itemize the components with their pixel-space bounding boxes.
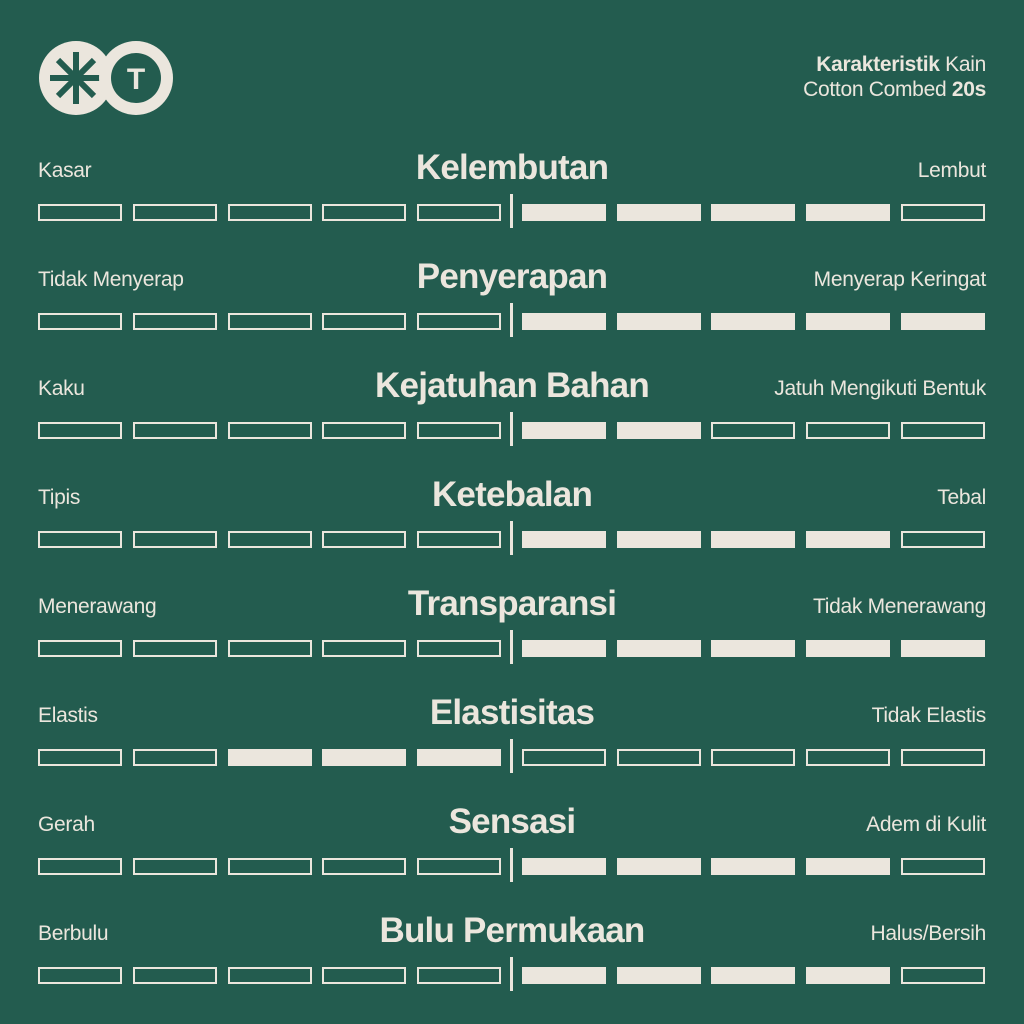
scale-row <box>38 802 986 902</box>
scale-segment-filled <box>901 640 985 657</box>
scale-segment-filled <box>711 313 795 330</box>
scale-center-divider <box>510 630 513 664</box>
scale-segment-empty <box>133 204 217 221</box>
scale-segment-filled <box>617 858 701 875</box>
scale-segment-filled <box>806 858 890 875</box>
scale-segment-filled <box>522 531 606 548</box>
scale-title: Sensasi <box>448 802 576 841</box>
scale-segment-empty <box>38 749 122 766</box>
scale-row <box>38 257 986 357</box>
scale-title: Elastisitas <box>429 693 595 732</box>
scale-center-divider <box>510 303 513 337</box>
scale-segment-empty <box>901 749 985 766</box>
scale-segment-empty <box>133 749 217 766</box>
scale-left-label: Tidak Menyerap <box>38 268 184 291</box>
scale-segment-filled <box>806 313 890 330</box>
scale-segment-filled <box>617 967 701 984</box>
scale-bar-track <box>38 412 986 446</box>
header-subtitle-regular: Cotton Combed <box>803 78 952 101</box>
scale-segment-filled <box>901 313 985 330</box>
scale-right-label: Lembut <box>917 159 986 182</box>
scale-segment-empty <box>901 531 985 548</box>
scale-segment-filled <box>711 204 795 221</box>
scale-segment-empty <box>38 422 122 439</box>
scale-segment-empty <box>417 204 501 221</box>
scale-segment-empty <box>133 858 217 875</box>
scale-segment-empty <box>38 640 122 657</box>
scale-bar-track <box>38 957 986 991</box>
scale-segment-empty <box>322 640 406 657</box>
scale-row <box>38 693 986 793</box>
scale-bar-track <box>38 848 986 882</box>
scale-segment-filled <box>322 749 406 766</box>
scale-segment-filled <box>806 640 890 657</box>
scale-segment-empty <box>806 422 890 439</box>
scale-segment-empty <box>322 858 406 875</box>
scale-segment-filled <box>522 422 606 439</box>
scale-title: Transparansi <box>407 584 617 623</box>
header-subtitle-bold: 20s <box>951 78 986 101</box>
scale-segment-empty <box>322 422 406 439</box>
scale-right-label: Halus/Bersih <box>870 922 986 945</box>
scale-segment-empty <box>228 858 312 875</box>
scale-segment-empty <box>322 204 406 221</box>
scale-center-divider <box>510 957 513 991</box>
scale-right-label: Tidak Elastis <box>871 704 986 727</box>
scale-segment-empty <box>522 749 606 766</box>
scale-segment-filled <box>228 749 312 766</box>
scale-title: Ketebalan <box>431 475 593 514</box>
scale-row <box>38 584 986 684</box>
logo-letter: T <box>126 63 146 96</box>
scale-segment-empty <box>806 749 890 766</box>
brand-logo <box>38 40 174 116</box>
scale-segment-filled <box>617 422 701 439</box>
scale-segment-empty <box>417 858 501 875</box>
scale-row <box>38 911 986 1011</box>
scale-left-label: Berbulu <box>38 922 109 945</box>
scale-segment-empty <box>228 422 312 439</box>
scale-segment-empty <box>228 531 312 548</box>
scale-segment-filled <box>617 204 701 221</box>
scale-bar-track <box>38 521 986 555</box>
scale-segment-empty <box>711 749 795 766</box>
scale-segment-filled <box>522 640 606 657</box>
scale-segment-filled <box>417 749 501 766</box>
scale-right-label: Adem di Kulit <box>866 813 986 836</box>
header-title <box>803 52 986 102</box>
scale-center-divider <box>510 848 513 882</box>
scale-segment-filled <box>806 967 890 984</box>
scale-segment-empty <box>133 531 217 548</box>
header-title-regular: Kain <box>939 53 986 76</box>
scale-segment-empty <box>711 422 795 439</box>
scale-segment-empty <box>38 531 122 548</box>
scale-row <box>38 148 986 248</box>
scale-segment-filled <box>522 967 606 984</box>
scale-segment-filled <box>522 204 606 221</box>
scale-segment-empty <box>133 313 217 330</box>
scale-title: Kelembutan <box>415 148 609 187</box>
scale-center-divider <box>510 194 513 228</box>
scale-right-label: Tebal <box>937 486 986 509</box>
scale-segment-empty <box>417 967 501 984</box>
scale-right-label: Tidak Menerawang <box>812 595 986 618</box>
scale-center-divider <box>510 521 513 555</box>
scale-title: Bulu Permukaan <box>379 911 645 950</box>
scale-right-label: Jatuh Mengikuti Bentuk <box>774 377 986 400</box>
scale-left-label: Gerah <box>38 813 95 836</box>
scale-segment-empty <box>38 313 122 330</box>
scale-left-label: Elastis <box>38 704 98 727</box>
scale-segment-filled <box>522 858 606 875</box>
scale-row <box>38 475 986 575</box>
scale-segment-empty <box>38 967 122 984</box>
scale-segment-empty <box>133 640 217 657</box>
scale-bar-track <box>38 303 986 337</box>
scale-segment-empty <box>417 422 501 439</box>
scale-segment-empty <box>228 204 312 221</box>
scale-bar-track <box>38 739 986 773</box>
header-title-bold: Karakteristik <box>816 53 940 76</box>
scale-right-label: Menyerap Keringat <box>813 268 986 291</box>
scale-segment-empty <box>417 531 501 548</box>
scale-center-divider <box>510 412 513 446</box>
scale-segment-empty <box>133 422 217 439</box>
scale-title: Penyerapan <box>416 257 608 296</box>
scale-segment-empty <box>228 967 312 984</box>
scale-segment-empty <box>417 640 501 657</box>
scale-segment-empty <box>38 858 122 875</box>
scale-bar-track <box>38 630 986 664</box>
scale-segment-filled <box>617 313 701 330</box>
scale-segment-empty <box>901 858 985 875</box>
scale-segment-empty <box>901 422 985 439</box>
scale-segment-filled <box>711 640 795 657</box>
scale-segment-empty <box>38 204 122 221</box>
scale-left-label: Menerawang <box>38 595 157 618</box>
scale-bar-track <box>38 194 986 228</box>
scale-left-label: Kaku <box>38 377 85 400</box>
scale-segment-filled <box>522 313 606 330</box>
scale-left-label: Tipis <box>38 486 81 509</box>
scale-segment-empty <box>417 313 501 330</box>
scale-title: Kejatuhan Bahan <box>375 366 649 405</box>
scale-segment-filled <box>711 858 795 875</box>
scale-segment-filled <box>806 204 890 221</box>
scale-segment-empty <box>322 967 406 984</box>
scale-segment-empty <box>322 531 406 548</box>
scale-segment-empty <box>133 967 217 984</box>
scale-segment-filled <box>617 531 701 548</box>
scale-segment-empty <box>617 749 701 766</box>
scale-row <box>38 366 986 466</box>
scale-segment-filled <box>617 640 701 657</box>
scale-segment-filled <box>711 531 795 548</box>
scale-segment-empty <box>901 967 985 984</box>
scale-segment-empty <box>322 313 406 330</box>
scale-segment-empty <box>228 313 312 330</box>
scale-segment-filled <box>806 531 890 548</box>
scale-left-label: Kasar <box>38 159 92 182</box>
scale-segment-empty <box>228 640 312 657</box>
scale-segment-empty <box>901 204 985 221</box>
scale-center-divider <box>510 739 513 773</box>
scale-segment-filled <box>711 967 795 984</box>
